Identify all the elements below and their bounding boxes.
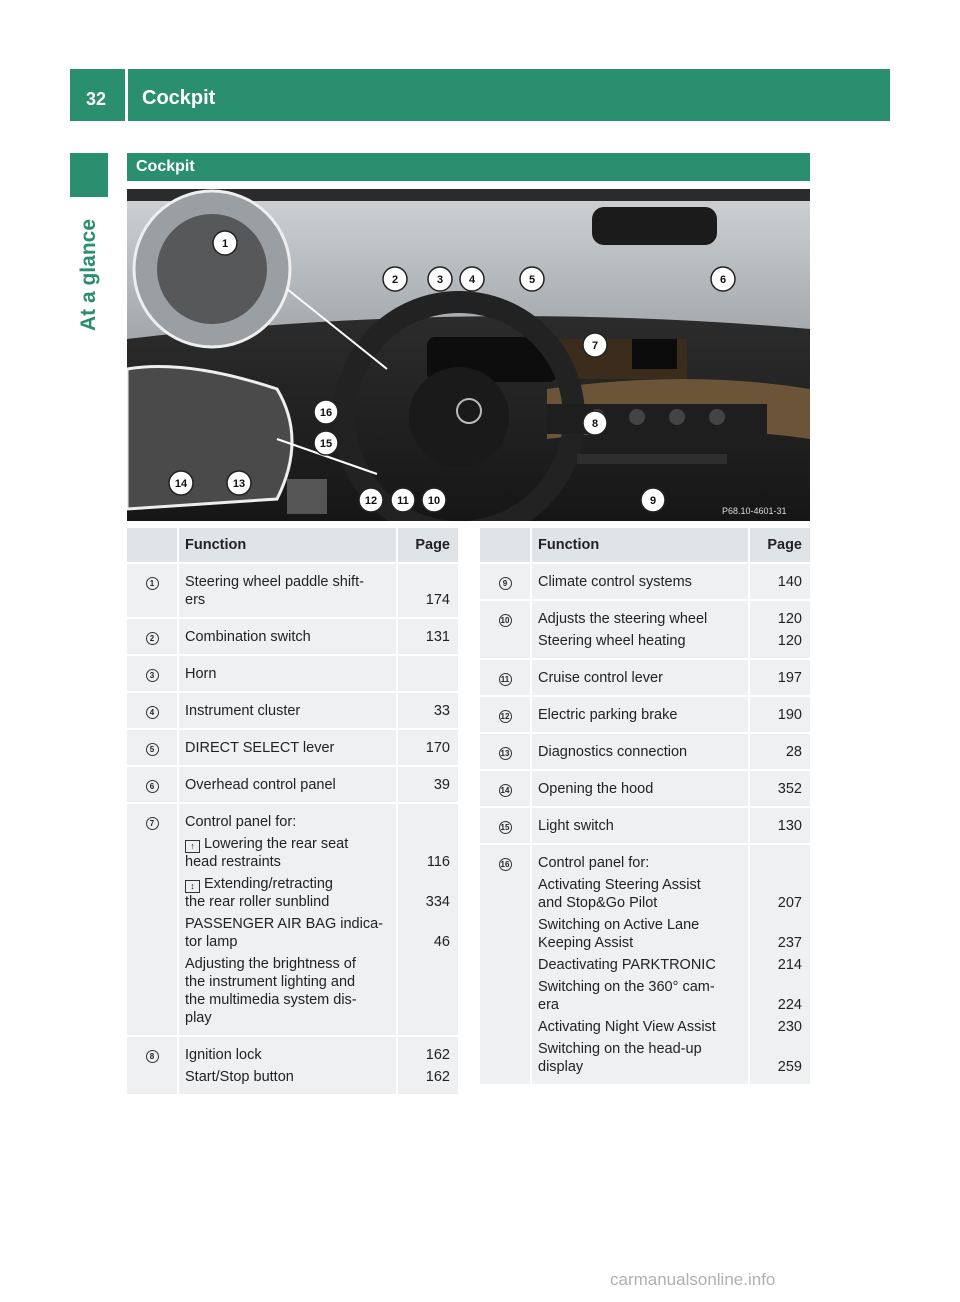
side-tab-marker — [70, 153, 108, 197]
table-row — [127, 562, 458, 617]
table-row — [480, 769, 810, 806]
page-number-ref: 197 — [777, 670, 802, 686]
page-number-ref: 28 — [785, 744, 802, 760]
cockpit-photo — [127, 189, 810, 521]
circled-number: 5 — [146, 743, 159, 756]
item-number — [480, 732, 532, 769]
circled-number: 10 — [499, 614, 512, 627]
function-label: Adjusting the brightness of the instrument lighting and the multimedia system dis- play — [185, 956, 357, 1026]
page-cell — [396, 691, 458, 728]
svg-text:3: 3 — [436, 274, 444, 286]
section-title: Cockpit — [136, 158, 195, 175]
cockpit-illustration — [127, 189, 810, 521]
table-header-row — [480, 528, 810, 562]
function-text — [538, 854, 748, 872]
table-body-right — [480, 562, 810, 1084]
function-label: Cruise control lever — [538, 670, 663, 686]
function-label: Switching on the head-up display — [538, 1041, 702, 1075]
callout-9 — [641, 488, 665, 512]
function-table-right — [480, 528, 810, 1084]
function-label: Combination switch — [185, 629, 311, 645]
function-cell — [179, 728, 396, 765]
table-header-row — [127, 528, 458, 562]
circled-number: 11 — [499, 673, 512, 686]
function-cell — [532, 732, 748, 769]
svg-text:5: 5 — [528, 274, 536, 286]
page-number-ref — [398, 665, 450, 683]
circled-number: 3 — [146, 669, 159, 682]
page-number-ref: 130 — [777, 818, 802, 834]
seat-icon: ↑ — [185, 840, 200, 853]
side-section-label — [62, 210, 116, 340]
circled-number: 7 — [146, 817, 159, 830]
function-cell — [179, 691, 396, 728]
function-label: Steering wheel paddle shift- ers — [185, 574, 364, 608]
callout-16 — [314, 400, 338, 424]
item-number — [127, 617, 179, 654]
page-cell — [748, 843, 810, 1084]
circled-number: 4 — [146, 706, 159, 719]
item-number — [480, 806, 532, 843]
function-text — [538, 743, 748, 761]
header-num — [127, 528, 179, 562]
function-label: Control panel for: — [185, 814, 297, 830]
function-text — [185, 955, 396, 1027]
callout-12 — [359, 488, 383, 512]
table-row — [480, 732, 810, 769]
item-number — [127, 691, 179, 728]
function-cell — [179, 765, 396, 802]
page-number-ref: 237 — [777, 935, 802, 951]
item-number — [480, 843, 532, 1084]
function-text — [185, 813, 396, 831]
function-text — [185, 665, 396, 683]
function-text — [538, 669, 748, 687]
callout-2 — [383, 267, 407, 291]
circled-number: 1 — [146, 577, 159, 590]
page-number-ref: 162 — [425, 1069, 450, 1085]
callout-7 — [583, 333, 607, 357]
function-text — [538, 876, 748, 912]
page-number-ref: 230 — [777, 1019, 802, 1035]
table-row — [127, 617, 458, 654]
function-label: Electric parking brake — [538, 707, 678, 723]
function-text — [538, 780, 748, 798]
table-row — [480, 599, 810, 658]
svg-text:15: 15 — [319, 438, 333, 450]
function-cell — [179, 802, 396, 1035]
function-label: Opening the hood — [538, 781, 654, 797]
svg-text:6: 6 — [719, 274, 727, 286]
watermark-text: carmanualsonline.info — [610, 1270, 776, 1289]
page-number-ref: 120 — [777, 611, 802, 627]
page-number-ref: 190 — [777, 707, 802, 723]
svg-text:2: 2 — [391, 274, 399, 286]
function-cell — [532, 658, 748, 695]
function-label: Horn — [185, 666, 217, 682]
page-cell — [396, 728, 458, 765]
circled-number: 14 — [499, 784, 512, 797]
function-label: Lowering the rear seat head restraints — [185, 836, 349, 870]
page-number-ref: 140 — [777, 574, 802, 590]
page-cell — [396, 562, 458, 617]
table-row — [127, 1035, 458, 1094]
page-number-ref: 259 — [777, 1059, 802, 1075]
callout-3 — [428, 267, 452, 291]
function-cell — [532, 769, 748, 806]
function-label: Switching on the 360° cam- era — [538, 979, 715, 1013]
circled-number: 13 — [499, 747, 512, 760]
table-row — [480, 562, 810, 599]
function-label: Control panel for: — [538, 855, 650, 871]
circled-number: 2 — [146, 632, 159, 645]
callout-5 — [520, 267, 544, 291]
page-number-ref: 352 — [777, 781, 802, 797]
header-function: Function — [179, 528, 396, 562]
function-label: Light switch — [538, 818, 614, 834]
callout-8 — [583, 411, 607, 435]
circled-number: 12 — [499, 710, 512, 723]
function-label: Instrument cluster — [185, 703, 301, 719]
figure-code: P68.10-4601-31 — [722, 506, 787, 516]
function-text — [185, 573, 396, 609]
function-label: Deactivating PARKTRONIC — [538, 957, 716, 973]
page-number-ref: 214 — [777, 957, 802, 973]
item-number — [480, 695, 532, 732]
item-number — [127, 728, 179, 765]
function-label: Adjusts the steering wheel — [538, 611, 708, 627]
function-label: Steering wheel heating — [538, 633, 686, 649]
table-row — [480, 658, 810, 695]
function-text — [185, 915, 396, 951]
function-table-left — [127, 528, 458, 1094]
page-number-ref: 174 — [425, 592, 450, 608]
page-cell — [396, 802, 458, 1035]
page-number-ref: 224 — [777, 997, 802, 1013]
function-label: Climate control systems — [538, 574, 692, 590]
item-number — [480, 562, 532, 599]
callout-15 — [314, 431, 338, 455]
function-text — [538, 632, 748, 650]
page-number-ref — [398, 813, 450, 831]
table-row — [480, 695, 810, 732]
page-cell — [396, 654, 458, 691]
function-label: DIRECT SELECT lever — [185, 740, 335, 756]
function-text — [185, 875, 396, 911]
function-cell — [179, 654, 396, 691]
svg-text:10: 10 — [427, 495, 441, 507]
header-divider — [125, 69, 128, 121]
function-text — [538, 706, 748, 724]
function-text — [538, 1018, 748, 1036]
table-row — [480, 843, 810, 1084]
header-function: Function — [532, 528, 748, 562]
function-text — [538, 573, 748, 591]
side-section-text: At a glance — [77, 218, 100, 332]
page-number-ref: 46 — [433, 934, 450, 950]
circled-number: 9 — [499, 577, 512, 590]
function-cell — [179, 617, 396, 654]
function-label: Activating Steering Assist and Stop&Go Pilot — [538, 877, 701, 911]
table-row — [127, 802, 458, 1035]
page-cell — [748, 562, 810, 599]
item-number — [127, 802, 179, 1035]
circled-number: 15 — [499, 821, 512, 834]
function-text — [185, 835, 396, 871]
page-header-bar — [70, 69, 890, 121]
page-cell — [748, 695, 810, 732]
item-number — [127, 654, 179, 691]
function-label: Overhead control panel — [185, 777, 336, 793]
function-text — [185, 628, 396, 646]
circled-number: 6 — [146, 780, 159, 793]
page-number-ref: 39 — [433, 777, 450, 793]
table-row — [480, 806, 810, 843]
item-number — [127, 1035, 179, 1094]
page-cell — [396, 1035, 458, 1094]
svg-text:1: 1 — [221, 238, 229, 250]
callout-6 — [711, 267, 735, 291]
svg-text:14: 14 — [174, 478, 188, 490]
function-label: Switching on Active Lane Keeping Assist — [538, 917, 700, 951]
function-cell — [179, 562, 396, 617]
function-label: Diagnostics connection — [538, 744, 688, 760]
page-number-ref — [398, 955, 450, 1027]
page-number-ref: 334 — [425, 894, 450, 910]
callout-13 — [227, 471, 251, 495]
table-row — [127, 691, 458, 728]
item-number — [127, 562, 179, 617]
page-cell — [748, 599, 810, 658]
function-label: PASSENGER AIR BAG indica- tor lamp — [185, 916, 383, 950]
callout-4 — [460, 267, 484, 291]
function-cell — [532, 599, 748, 658]
table-row — [127, 654, 458, 691]
page-cell — [396, 765, 458, 802]
function-text — [538, 978, 748, 1014]
function-label: Activating Night View Assist — [538, 1019, 716, 1035]
svg-text:4: 4 — [468, 274, 476, 286]
page-number: 32 — [86, 89, 107, 109]
function-text — [538, 817, 748, 835]
page-number-ref — [750, 854, 802, 872]
function-text — [538, 916, 748, 952]
section-title-bar — [127, 153, 810, 181]
page-number-ref: 131 — [425, 629, 450, 645]
circled-number: 16 — [499, 858, 512, 871]
page-number-ref: 116 — [426, 854, 450, 870]
item-number — [480, 599, 532, 658]
page-cell — [748, 769, 810, 806]
function-text — [185, 1068, 396, 1086]
page-number-ref: 33 — [433, 703, 450, 719]
chapter-title: Cockpit — [142, 87, 216, 109]
page-number-ref: 170 — [425, 740, 450, 756]
page-cell — [748, 658, 810, 695]
function-text — [538, 610, 748, 628]
function-cell — [179, 1035, 396, 1094]
item-number — [480, 769, 532, 806]
page-cell — [396, 617, 458, 654]
item-number — [127, 765, 179, 802]
function-text — [185, 702, 396, 720]
item-number — [480, 658, 532, 695]
circled-number: 8 — [146, 1050, 159, 1063]
sunblind-icon: ↕ — [185, 880, 200, 893]
callout-1 — [213, 231, 237, 255]
callout-10 — [422, 488, 446, 512]
function-cell — [532, 806, 748, 843]
page-cell — [748, 732, 810, 769]
page-number-ref: 207 — [777, 895, 802, 911]
table-row — [127, 765, 458, 802]
function-label: Ignition lock — [185, 1047, 262, 1063]
page-number-ref: 162 — [425, 1047, 450, 1063]
function-cell — [532, 843, 748, 1084]
table-body-left — [127, 562, 458, 1094]
header-page: Page — [748, 528, 810, 562]
svg-text:16: 16 — [319, 407, 333, 419]
svg-text:13: 13 — [232, 478, 246, 490]
page-cell — [748, 806, 810, 843]
function-text — [538, 956, 748, 974]
header-num — [480, 528, 532, 562]
header-page: Page — [396, 528, 458, 562]
callout-14 — [169, 471, 193, 495]
svg-text:7: 7 — [591, 340, 599, 352]
function-text — [185, 739, 396, 757]
page-number-ref: 120 — [777, 633, 802, 649]
function-label: Extending/retracting the rear roller sunblind — [185, 876, 333, 910]
svg-text:9: 9 — [649, 495, 657, 507]
function-cell — [532, 562, 748, 599]
svg-text:12: 12 — [364, 495, 378, 507]
function-text — [185, 1046, 396, 1064]
table-row — [127, 728, 458, 765]
svg-text:11: 11 — [397, 495, 409, 507]
function-text — [185, 776, 396, 794]
function-cell — [532, 695, 748, 732]
callout-11 — [391, 488, 415, 512]
function-text — [538, 1040, 748, 1076]
function-label: Start/Stop button — [185, 1069, 294, 1085]
svg-text:8: 8 — [591, 418, 599, 430]
